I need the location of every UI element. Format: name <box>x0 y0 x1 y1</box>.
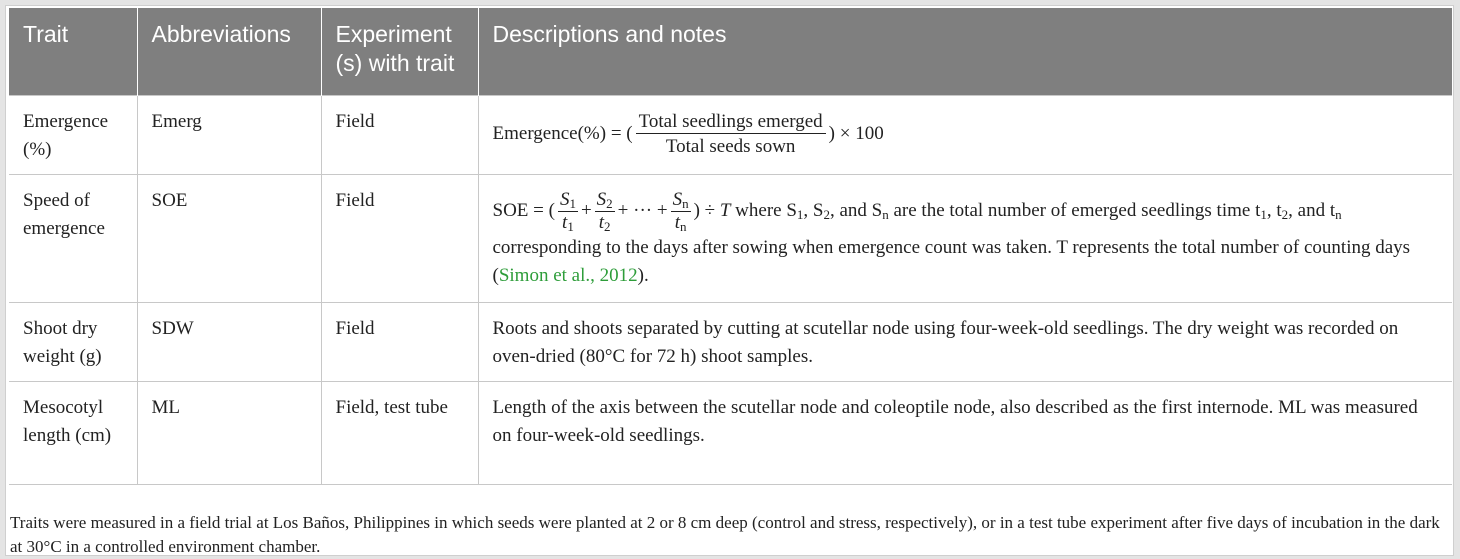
experiment-cell: Field <box>321 174 478 302</box>
experiment-cell: Field <box>321 302 478 381</box>
table-row <box>9 381 1452 484</box>
abbreviation-cell: Emerg <box>137 95 321 174</box>
formula-term: $\frac{S_2}{t_2}$ <box>596 188 613 234</box>
table-row <box>9 302 1452 381</box>
table-frame <box>5 5 1454 556</box>
citation-link[interactable]: Simon et al., 2012 <box>498 264 638 286</box>
plus-sign: + <box>580 200 592 221</box>
formula-term: $\frac{S_1}{t_1}$ <box>559 188 576 234</box>
soe-description: where $S_1$, $S_2$, and $S_n$ are the total number of emerged seedlings time $t_1$, $t_2$, and $t_n$ corresponding to the days after sowing when emergence count was taken. T represents the total number of counting days (Simon et al., 2012). <box>492 200 1411 286</box>
formula-rhs: ) × 100 <box>828 123 884 144</box>
header-trait: Trait <box>9 8 137 95</box>
header-descriptions: Descriptions and notes <box>478 8 1452 95</box>
description-cell: Length of the axis between the scutellar node and coleoptile node, also described as the first internode. ML was measured on four-week-old seedlings. <box>478 381 1452 484</box>
fraction-numerator: Total seedlings emerged <box>636 110 826 134</box>
table-footnote: Traits were measured in a field trial at Los Baños, Philippines in which seeds were planted at 2 or 8 cm deep (control and stress, respectively), or in a test tube experiment after five days of incubation in the dark at 30°C in a controlled environment chamber. <box>10 513 1440 556</box>
table-row <box>9 95 1452 174</box>
trait-cell: Speed of emergence <box>9 174 137 302</box>
trait-cell: Shoot dry weight (g) <box>9 302 137 381</box>
formula-fraction <box>636 110 826 159</box>
fraction-denominator: Total seeds sown <box>665 135 796 157</box>
trait-cell: Emergence (%) <box>9 95 137 174</box>
abbreviation-cell: SOE <box>137 174 321 302</box>
formula-term: $\frac{S_n}{t_n}$ <box>672 188 689 234</box>
header-abbreviations: Abbreviations <box>137 8 321 95</box>
abbreviation-cell: ML <box>137 381 321 484</box>
table-row <box>9 174 1452 302</box>
abbreviation-cell: SDW <box>137 302 321 381</box>
description-cell: Roots and shoots separated by cutting at scutellar node using four-week-old seedlings. The dry weight was recorded on oven-dried (80°C for 72 h) shoot samples. <box>478 302 1452 381</box>
experiment-cell: Field <box>321 95 478 174</box>
table-header-row <box>9 8 1452 95</box>
formula-divisor: T <box>719 200 731 221</box>
formula-lhs: Emergence(%) = ( <box>492 123 633 144</box>
traits-table <box>9 8 1452 485</box>
emergence-formula <box>493 110 884 159</box>
header-experiment: Experiment (s) with trait <box>321 8 478 95</box>
soe-formula <box>493 189 736 234</box>
formula-rhs: ) ÷ <box>693 200 716 221</box>
trait-cell: Mesocotyl length (cm) <box>9 381 137 484</box>
experiment-cell: Field, test tube <box>321 381 478 484</box>
description-cell <box>478 174 1452 302</box>
ellipsis: + ··· + <box>617 200 668 221</box>
formula-lhs: SOE = ( <box>492 200 555 221</box>
description-cell <box>478 95 1452 174</box>
